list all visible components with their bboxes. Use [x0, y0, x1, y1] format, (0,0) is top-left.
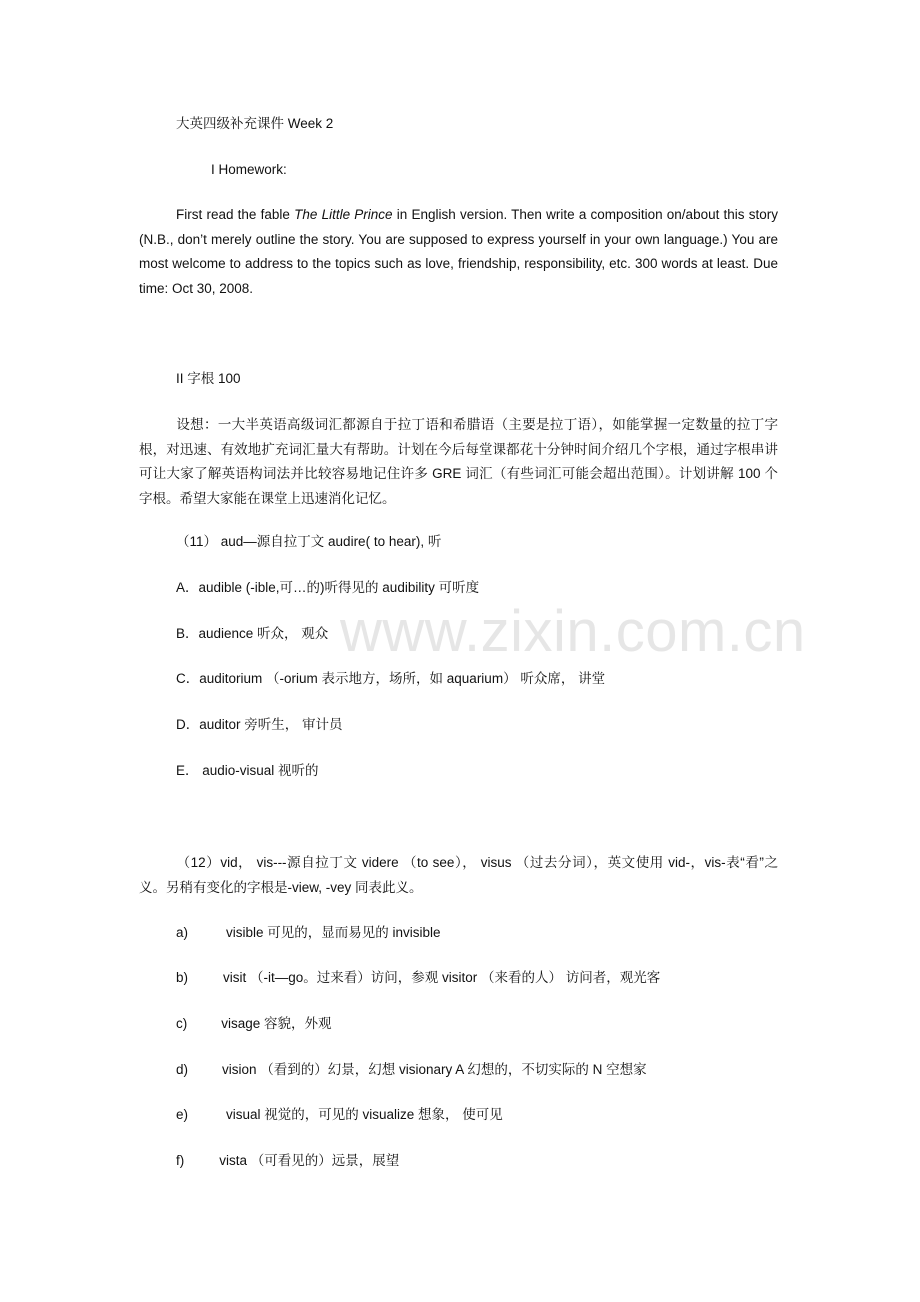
root-11-item: B．audience 听众， 观众 — [176, 626, 329, 641]
root-12-item — [176, 1106, 503, 1124]
item-text: visible 可见的，显而易见的 invisible — [226, 925, 441, 940]
root-12-item — [176, 924, 441, 942]
roots-heading: II 字根 100 — [176, 371, 241, 386]
book-title: The Little Prince — [294, 207, 393, 222]
root-11-heading: （11） aud—源自拉丁文 audire( to hear), 听 — [176, 534, 442, 549]
root-11-item: C．auditorium （-orium 表示地方，场所，如 aquarium） 听众席， 讲堂 — [176, 671, 606, 686]
root-12-intro-text: （12）vid， vis---源自拉丁文 videre （to see）， visus （过去分词），英文使用 vid-，vis-表“看”之义。另稍有变化的字根是-view, -vey 同表此义。 — [139, 855, 778, 895]
item-text: vision （看到的）幻景，幻想 visionary A 幻想的，不切实际的 N 空想家 — [222, 1062, 647, 1077]
homework-heading: I Homework: — [211, 162, 287, 177]
root-12-item — [176, 1015, 332, 1033]
item-text: vista （可看见的）远景，展望 — [219, 1153, 400, 1168]
root-12-item — [176, 1152, 399, 1170]
document-title: 大英四级补充课件 Week 2 — [176, 116, 334, 131]
root-11-item: A．audible (-ible,可…的)听得见的 audibility 可听度 — [176, 580, 480, 595]
homework-text-a: First read the fable — [176, 207, 295, 222]
root-11-item: E． audio-visual 视听的 — [176, 763, 319, 778]
homework-paragraph — [139, 203, 778, 301]
root-11-item: D．auditor 旁听生， 审计员 — [176, 717, 343, 732]
root-12-intro-paragraph — [139, 851, 778, 900]
item-text: visit （-it—go。过来看）访问，参观 visitor （来看的人） 访问者，观光客 — [223, 970, 661, 985]
item-text: visual 视觉的，可见的 visualize 想象， 使可见 — [226, 1107, 503, 1122]
item-marker: d) — [176, 1062, 189, 1077]
item-marker: c) — [176, 1016, 188, 1031]
item-marker: a) — [176, 925, 189, 940]
root-12-item — [176, 1061, 647, 1079]
item-text: visage 容貌，外观 — [221, 1016, 332, 1031]
item-marker: b) — [176, 970, 189, 985]
roots-intro-paragraph — [139, 413, 778, 511]
root-12-item — [176, 969, 660, 987]
homework-text-b: in English version. Then write a composition on/about this story (N.B., don’t merely outline the story. You are supposed to express yourself in your own language.) You are most welcome to address to the topics such as love, friendship, responsibility, etc. 300 words at least. Due time: Oct 30, 2008. — [139, 207, 779, 296]
item-marker: e) — [176, 1107, 189, 1122]
watermark: www.zixin.com.cn — [340, 599, 806, 664]
item-marker: f) — [176, 1153, 185, 1168]
roots-intro-text: 设想：一大半英语高级词汇都源自于拉丁语和希腊语（主要是拉丁语），如能掌握一定数量的拉丁字根，对迅速、有效地扩充词汇量大有帮助。计划在今后每堂课都花十分钟时间介绍几个字根，通过字根串讲可让大家了解英语构词法并比较容易地记住许多 GRE 词汇（有些词汇可能会超出范围）。计划讲解 100 个字根。希望大家能在课堂上迅速消化记忆。 — [139, 417, 778, 506]
